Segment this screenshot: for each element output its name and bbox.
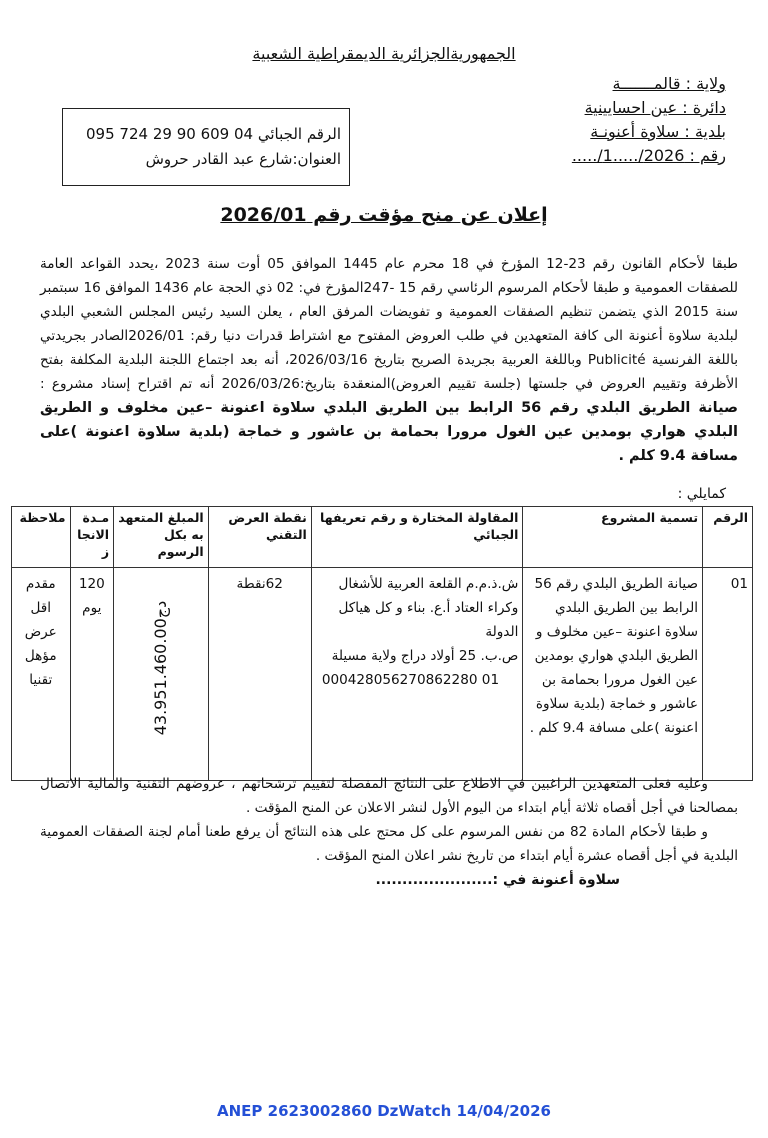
row-project: صيانة الطريق البلدي رقم 56 الرابط بين الطريق البلدي سلاوة اعنونة –عين مخلوف و الطريق البلدي هواري بومدين عين الغول مرورا بحمامة بن عاشور و خماجة (بلدية سلاوة اعنونة )على مسافة 9.4 كلم . — [523, 568, 703, 781]
appeal-paragraph: و طبقا لأحكام المادة 82 من نفس المرسوم على كل محتج على هذه النتائج أن يرفع طعنا أمام لجنة الصفقات العمومية البلدية في أجل أقصاه عشرة أيام ابتداء من تاريخ نشر اعلان المنح المؤقت . — [40, 824, 738, 864]
table-row — [12, 568, 753, 781]
results-consultation-paragraph: وعليه فعلى المتعهدين الراغبين في الاطلاع على النتائج المفصلة لتقييم ترشحاتهم ، عروضهم التقنية والمالية الاتصال بمصالحنا في أجل أقصاه ثلاثة أيام ابتداء من اليوم الأول لنشر الاعلان عن المنح المؤقت . — [40, 776, 738, 816]
announcement-body — [40, 252, 738, 468]
header-project: تسمية المشروع — [523, 507, 703, 568]
row-notes: مقدم اقل عرض مؤهل تقنيا — [12, 568, 71, 781]
duration-unit: يوم — [82, 600, 102, 616]
republic-heading: الجمهوريةالجزائرية الديمقراطية الشعبية — [252, 44, 516, 63]
tax-id: الرقم الجبائي 04 609 90 29 724 095 — [85, 125, 341, 143]
contact-box — [62, 108, 350, 186]
signoff: سلاوة أعنونة في :...................... — [375, 872, 620, 888]
firm-address: ص.ب. 25 أولاد دراج ولاية مسيلة — [331, 648, 519, 664]
row-duration — [70, 568, 114, 781]
row-amount: 43.951.460.00دج — [150, 600, 170, 736]
daira-line: دائرة : عين احسايينية — [584, 98, 726, 117]
as-follows-label: كمايلي : — [677, 486, 726, 502]
body-paragraph: طبقا لأحكام القانون رقم 23-12 المؤرخ في 18 محرم عام 1445 الموافق 05 أوت سنة 2023 ،يحدد القواعد العامة للصفقات العمومية و طبقا لأحكام المرسوم الرئاسي رقم 15 -247المؤرخ في: 02 ذي الحجة عام 1436 الموافق 16 سبتمبر سنة 2015 الذي يتضمن تنظيم الصفقات العمومية و تفويضات المرفق العام ، يعلن السيد رئيس المجلس الشعبي البلدي لبلدية سلاوة أعنونة الى كافة المتعهدين في طلب العروض المفتوح مع اشتراط قدرات دنيا رقم: 2026/01الصادر بجريدتي باللغة الفرنسية Publicité وباللغة العربية بجريدة الصريح بتاريخ 2026/03/16، أنه بعد اجتماع اللجنة البلدية المكلفة بفتح الأظرفة وتقييم العروض في جلستها (جلسة تقييم العروض)المنعقدة بتاريخ:2026/03/26 أنه تم اقتراح إسناد مشروع : — [40, 256, 739, 392]
administrative-header — [506, 72, 726, 168]
header-notes: ملاحظة — [12, 507, 71, 568]
row-number: 01 — [703, 568, 753, 781]
row-firm — [311, 568, 523, 781]
announcement-title: إعلان عن منح مؤقت رقم 2026/01 — [220, 204, 548, 226]
firm-name: ش.ذ.م.م القلعة العربية للأشغال وكراء العتاد أ.ع. بناء و كل هياكل الدولة — [338, 576, 519, 640]
firm-tax-id: 000428056270862280 01 — [321, 672, 500, 688]
header-firm: المقاولة المختارة و رقم تعريفها الجبائي — [311, 507, 523, 568]
table-header-row — [12, 507, 753, 568]
commune-line: بلدية : سلاوة أعنونـة — [590, 122, 726, 141]
project-name-bold: صيانة الطريق البلدي رقم 56 الرابط بين الطريق البلدي سلاوة اعنونة –عين مخلوف و الطريق البلدي هواري بومدين عين الغول مرورا بحمامة بن عاشور و خماجة (بلدية سلاوة اعنونة )على مسافة 9.4 كلم . — [40, 400, 738, 464]
reference-number-line: رقم : 2026/.....1/..... — [571, 146, 726, 165]
wilaya-line: ولاية : قالمـــــــة — [612, 74, 726, 93]
header-amount: المبلغ المتعهد به بكل الرسوم — [114, 507, 209, 568]
row-amount-cell — [114, 568, 209, 781]
award-table — [11, 506, 753, 781]
address: العنوان:شارع عبد القادر حروش — [145, 150, 341, 168]
closing-text — [40, 772, 738, 892]
row-points: 62نقطة — [208, 568, 311, 781]
header-number: الرقم — [703, 507, 753, 568]
duration-value: 120 — [78, 576, 105, 592]
header-duration: مـدة الانجا ز — [70, 507, 114, 568]
header-points: نقطة العرض التقني — [208, 507, 311, 568]
anep-reference: ANEP 2623002860 DzWatch 14/04/2026 — [217, 1102, 551, 1120]
